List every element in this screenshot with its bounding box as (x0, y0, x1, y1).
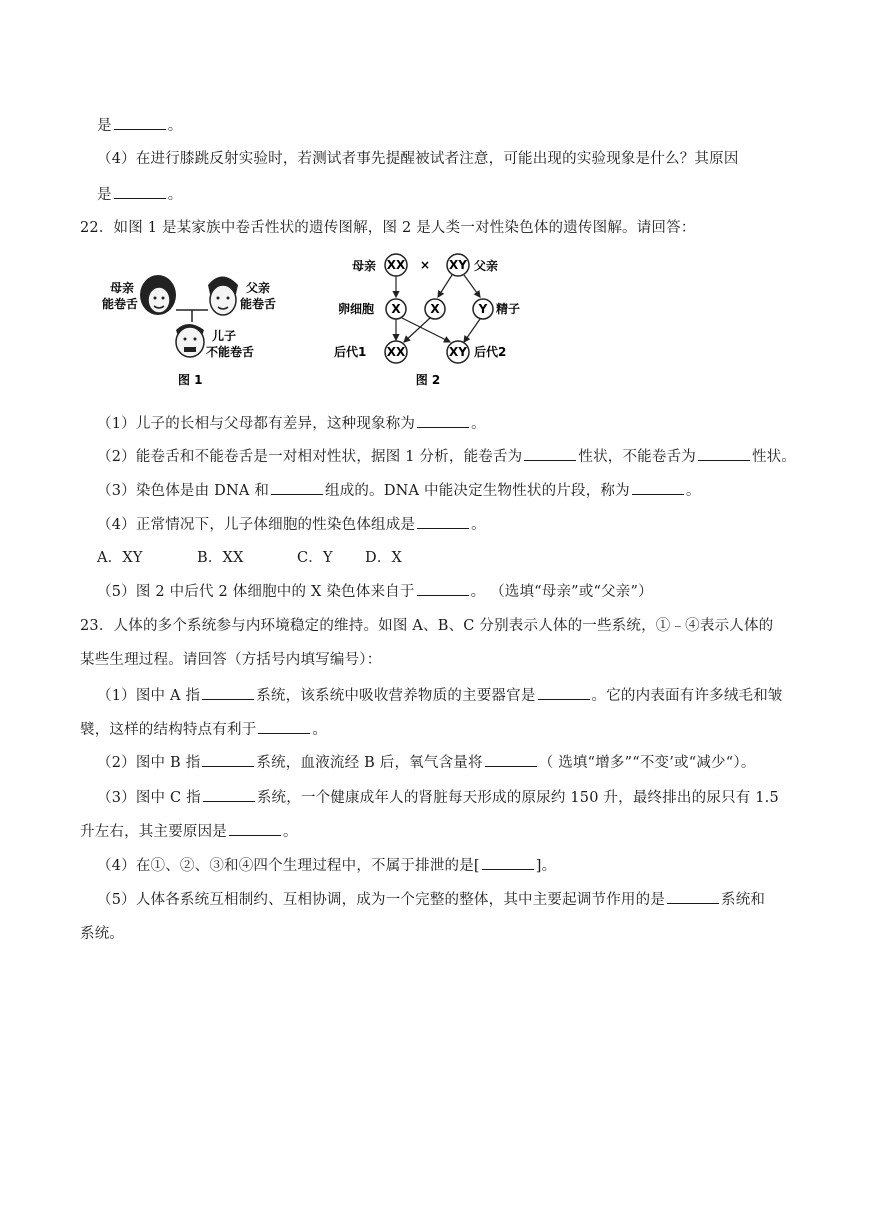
q23-part5-line1: （5）人体各系统互相制约、互相协调，成为一个完整的整体，其中主要起调节作用的是 系统和 (97, 892, 766, 908)
q22-part2: （2）能卷舌和不能卷舌是一对相对性状，据图 1 分析，能卷舌为 性状，不能卷舌为 性状。 (97, 449, 797, 465)
answer-blank[interactable] (229, 834, 281, 836)
q22-part1: （1）儿子的长相与父母都有差异，这种现象称为 。 (97, 416, 486, 432)
father-label: 父亲 (246, 281, 271, 295)
father-portrait-icon (208, 277, 238, 316)
answer-blank[interactable] (258, 732, 310, 734)
father-label: 父亲 (474, 259, 499, 273)
q22-intro: 22．如图 1 是某家族中卷舌性状的遗传图解，图 2 是人类一对性染色体的遗传图解。请回答： (80, 220, 696, 236)
mother-trait: 能卷舌 (102, 297, 139, 311)
option-c[interactable]: C．Y (297, 550, 333, 566)
answer-blank[interactable] (417, 527, 469, 529)
mother-genotype: XX (386, 258, 406, 272)
figure-2-chromosome-diagram (330, 250, 530, 390)
sperm-label: 精子 (496, 302, 521, 316)
father-trait: 能卷舌 (240, 297, 277, 311)
answer-blank[interactable] (482, 868, 534, 870)
q21-part4-line1: （4）在进行膝跳反射实验时，若测试者事先提醒被试者注意，可能出现的实验现象是什么？其原因 (97, 151, 739, 167)
cross-symbol: × (419, 258, 431, 272)
mother-portrait-icon (140, 275, 176, 315)
q23-part5-line2: 系统。 (80, 926, 125, 942)
q23-intro-line2: 某些生理过程。请回答（方括号内填写编号）： (80, 652, 382, 668)
answer-blank[interactable] (202, 765, 254, 767)
q22-part3: （3）染色体是由 DNA 和 组成的。DNA 中能决定生物性状的片段，称为 。 (97, 483, 701, 499)
figure-1-caption: 图 1 (178, 373, 203, 387)
offspring-1-label: 后代1 (334, 345, 367, 359)
q23-part2: （2）图中 B 指 系统，血液流经 B 后，氧气含量将 （ 选填“增多”“不变’或“减少“）。 (97, 755, 756, 771)
q22-part5: （5）图 2 中后代 2 体细胞中的 X 染色体来自于 。 （选填“母亲”或“父亲”） (97, 584, 653, 600)
father-genotype: XY (449, 258, 467, 272)
q23-part3-line2: 升左右，其主要原因是 。 (80, 824, 298, 840)
offspring-1-genotype: XX (386, 345, 406, 359)
answer-blank[interactable] (203, 800, 255, 802)
q23-part1-line1: （1）图中 A 指 系统，该系统中吸收营养物质的主要器官是 。它的内表面有许多绒毛和皱 (97, 688, 783, 704)
answer-blank[interactable] (417, 594, 469, 596)
q22-options (97, 546, 402, 567)
answer-blank[interactable] (417, 426, 469, 428)
son-label: 儿子 (212, 329, 237, 343)
sperm-x: X (430, 302, 440, 316)
figure-2-caption: 图 2 (415, 373, 441, 387)
answer-blank[interactable] (524, 459, 576, 461)
q23-part3-line1: （3）图中 C 指 系统，一个健康成年人的肾脏每天形成的原尿约 150 升，最终排出的尿只有 1.5 (97, 790, 779, 806)
q23-part4: （4）在①、②、③和④四个生理过程中，不属于排泄的是[ ]。 (97, 858, 557, 874)
q21-tail-line: 是 。 (97, 118, 183, 134)
mother-label: 母亲 (110, 281, 135, 295)
offspring-2-genotype: XY (449, 345, 467, 359)
option-a[interactable]: A．XY (97, 550, 143, 566)
answer-blank[interactable] (538, 698, 590, 700)
mother-label: 母亲 (352, 259, 377, 273)
answer-blank[interactable] (698, 459, 750, 461)
q23-part1-line2: 襞，这样的结构特点有利于 。 (80, 722, 328, 738)
option-b[interactable]: B．XX (197, 550, 244, 566)
answer-blank[interactable] (202, 698, 254, 700)
son-trait: 不能卷舌 (206, 345, 255, 359)
answer-blank[interactable] (271, 493, 323, 495)
figure-1-pedigree (100, 250, 300, 390)
option-d[interactable]: D．X (365, 550, 403, 566)
offspring-2-label: 后代2 (474, 345, 507, 359)
answer-blank[interactable] (485, 765, 537, 767)
son-portrait-icon (176, 324, 204, 357)
answer-blank[interactable] (114, 197, 166, 199)
egg-label: 卵细胞 (338, 302, 375, 316)
q21-part4-line2: 是 。 (97, 187, 183, 203)
sperm-y: Y (478, 302, 488, 316)
answer-blank[interactable] (114, 128, 166, 130)
answer-blank[interactable] (667, 902, 719, 904)
egg-chromosome: X (391, 302, 401, 316)
q22-part4: （4）正常情况下，儿子体细胞的性染色体组成是 。 (97, 517, 486, 533)
answer-blank[interactable] (632, 493, 684, 495)
q23-intro-line1: 23．人体的多个系统参与内环境稳定的维持。如图 A、B、C 分别表示人体的一些系统，①﹣④表示人体的 (80, 618, 774, 634)
